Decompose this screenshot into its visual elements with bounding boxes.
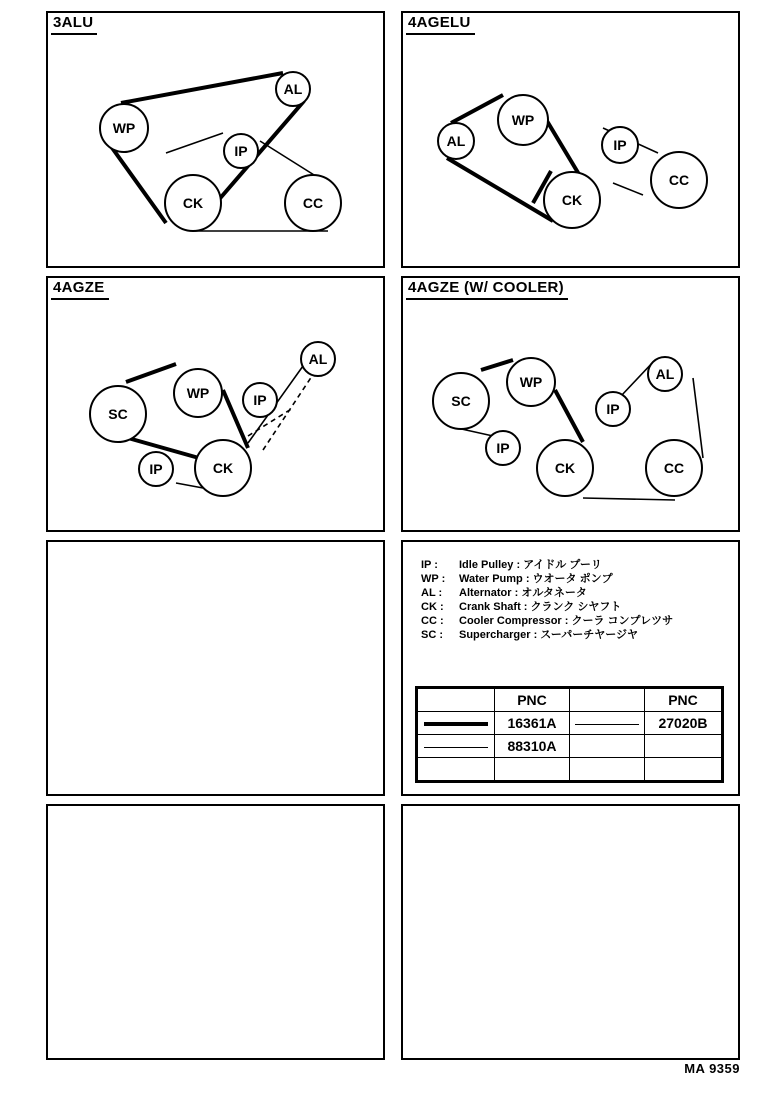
legend-item: IP : Idle Pulley : アイドル プーリ xyxy=(421,559,602,571)
panel-empty-2 xyxy=(46,804,385,1060)
panel-4agze xyxy=(46,276,385,532)
svg-text:SC: SC xyxy=(451,393,471,409)
legend-item: SC : Supercharger : スーパーチヤージヤ xyxy=(421,629,638,641)
pnc-empty-cell xyxy=(645,758,723,782)
legend-item: CK : Crank Shaft : クランク シヤフト xyxy=(421,601,622,613)
pnc-table xyxy=(415,686,724,783)
svg-text:WP: WP xyxy=(112,120,136,136)
panel-4agelu xyxy=(401,11,740,268)
svg-text:IP: IP xyxy=(606,401,620,417)
belt-diagram-3alu xyxy=(48,13,383,266)
belt-diagram-4agelu xyxy=(403,13,738,266)
panel-empty-3 xyxy=(401,804,740,1060)
svg-text:IP: IP xyxy=(253,392,267,408)
pnc-empty-cell xyxy=(495,758,570,782)
svg-text:IP: IP xyxy=(613,137,627,153)
panel-title: 4AGELU xyxy=(406,14,475,35)
reference-number: MA 9359 xyxy=(684,1061,740,1076)
pnc-header-blank xyxy=(417,688,495,712)
svg-text:WP: WP xyxy=(519,374,543,390)
svg-text:WP: WP xyxy=(186,385,210,401)
pnc-value: 16361A xyxy=(495,712,570,735)
line-sample-thick xyxy=(417,712,495,735)
svg-text:WP: WP xyxy=(511,112,535,128)
svg-text:IP: IP xyxy=(149,461,163,477)
legend-list xyxy=(421,558,673,642)
svg-text:CK: CK xyxy=(554,460,576,476)
panel-title: 3ALU xyxy=(51,14,97,35)
pnc-header: PNC xyxy=(495,688,570,712)
svg-text:CK: CK xyxy=(561,192,583,208)
legend-item: WP : Water Pump : ウオータ ポンプ xyxy=(421,573,613,585)
svg-text:CK: CK xyxy=(212,460,234,476)
panel-legend xyxy=(401,540,740,796)
panel-4agze-cooler xyxy=(401,276,740,532)
svg-text:AL: AL xyxy=(655,366,675,382)
panel-empty-1 xyxy=(46,540,385,796)
line-sample-thin xyxy=(417,735,495,758)
line-sample-thin xyxy=(570,712,645,735)
svg-text:IP: IP xyxy=(496,440,510,456)
svg-text:AL: AL xyxy=(446,133,466,149)
pnc-header-blank xyxy=(570,688,645,712)
svg-text:CK: CK xyxy=(182,195,204,211)
svg-text:AL: AL xyxy=(283,81,303,97)
pnc-value: 88310A xyxy=(495,735,570,758)
pnc-header: PNC xyxy=(645,688,723,712)
pnc-empty-cell xyxy=(570,758,645,782)
pnc-value: 27020B xyxy=(645,712,723,735)
svg-text:AL: AL xyxy=(308,351,328,367)
legend-item: CC : Cooler Compressor : クーラ コンプレツサ xyxy=(421,615,674,627)
svg-text:CC: CC xyxy=(302,195,324,211)
belt-diagram-4agze-cooler xyxy=(403,278,738,530)
pnc-empty-cell xyxy=(645,735,723,758)
panel-title: 4AGZE xyxy=(51,279,109,300)
pnc-empty-cell xyxy=(570,735,645,758)
svg-text:SC: SC xyxy=(108,406,128,422)
belt-diagram-4agze xyxy=(48,278,383,530)
pnc-empty-cell xyxy=(417,758,495,782)
panel-title: 4AGZE (W/ COOLER) xyxy=(406,279,568,300)
svg-text:IP: IP xyxy=(234,143,248,159)
panel-3alu xyxy=(46,11,385,268)
svg-text:CC: CC xyxy=(663,460,685,476)
svg-text:CC: CC xyxy=(668,172,690,188)
legend-item: AL : Alternator : オルタネータ xyxy=(421,587,587,599)
